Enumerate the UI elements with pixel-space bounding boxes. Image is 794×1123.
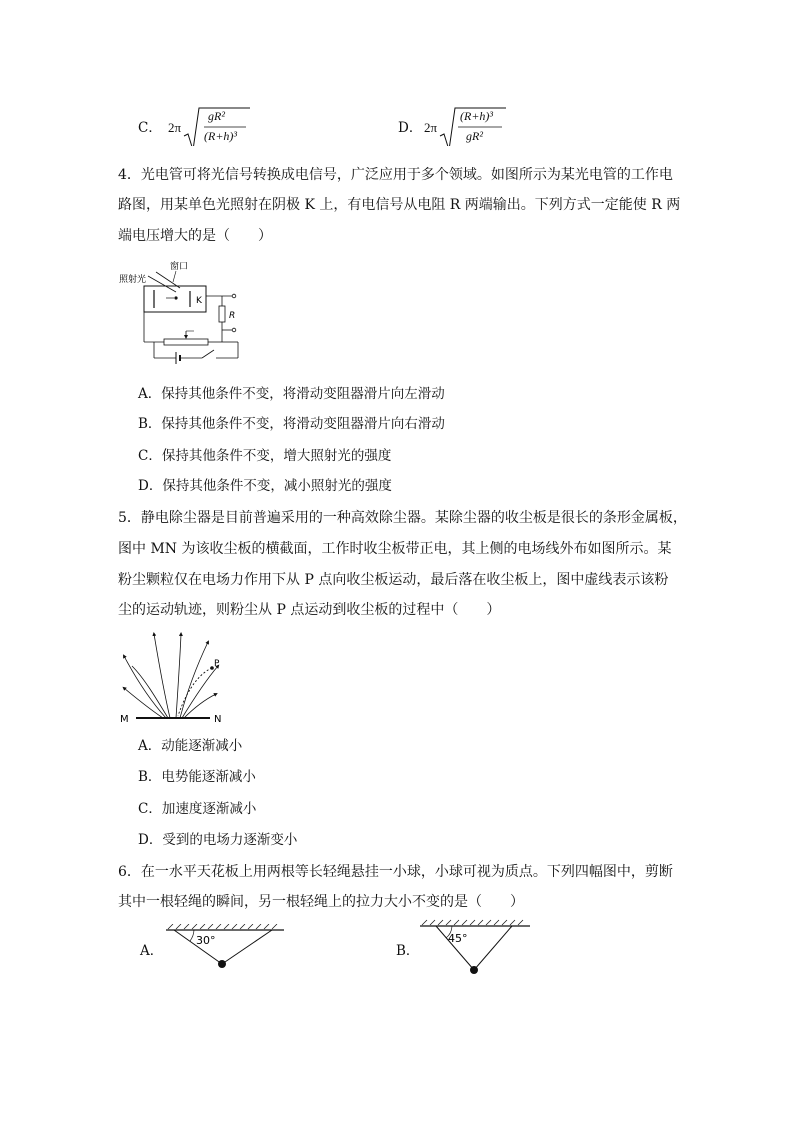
resistor-r [219,306,225,322]
q3-option-d-label: D． [398,120,423,136]
rope-right [474,926,512,970]
q3-option-c-prefix: 2π [168,120,182,135]
q5-stem-line-1: 5．静电除尘器是目前普遍采用的一种高效除尘器。某除尘器的收尘板是很长的条形金属板， [118,510,687,526]
q3-option-c [138,109,268,152]
output-terminal [232,294,236,298]
angle-label-b: 45° [448,932,468,945]
label-m: M [120,714,129,725]
field-line [124,688,163,718]
label-cathode-k: K [196,296,202,306]
q5-stem-line-4: 尘的运动轨迹，则粉尘从 P 点运动到收尘板的过程中（ ） [118,602,501,618]
q6-stem-line-2: 其中一根轻绳的瞬间，另一根轻绳上的拉力大小不变的是（ ） [118,894,524,910]
q4-stem-line-2: 路图，用某单色光照射在阴极 K 上，有电信号从电阻 R 两端输出。下列方式一定能使 R 两 [118,197,681,213]
photoelectric-circuit-diagram [118,258,248,368]
q5-option-d: D．受到的电场力逐渐变小 [138,832,298,848]
output-terminal [232,328,236,332]
q4-stem-line-3: 端电压增大的是（ ） [118,228,272,244]
field-line [180,642,208,718]
label-p: P [214,659,220,669]
field-line [184,694,216,718]
label-resistor-r: R [229,311,236,321]
switch [202,350,214,358]
ceiling-hatch [422,920,523,925]
window-pointer [173,271,176,282]
field-line [132,666,168,718]
q3-option-c-denominator: (R+h)³ [204,129,238,143]
angle-label-a: 30° [196,934,216,947]
rope-right [222,930,272,964]
q4-stem-line-1: 4．光电管可将光信号转换成电信号，广泛应用于多个领域。如图所示为某光电管的工作电 [118,167,673,183]
q5-stem-line-2: 图中 MN 为该收尘板的横截面，工作时收尘板带正电，其上侧的电场线外布如图所示。某 [118,541,672,557]
q5-option-c: C．加速度逐渐减小 [138,801,257,817]
angle-arc [190,930,194,941]
q3-option-d-prefix: 2π [424,120,438,135]
q3-option-c-numerator: gR² [208,109,225,123]
ceiling-hatch [168,924,277,929]
ball [470,966,478,974]
electric-field-diagram [118,628,238,728]
label-light: 照射光 [119,275,147,285]
sliding-rheostat [164,339,208,345]
dust-trajectory [178,668,212,716]
electron-dot [174,296,177,299]
q3-option-d-numerator: (R+h)³ [460,109,494,123]
q4-option-c: C．保持其他条件不变，增大照射光的强度 [138,448,392,464]
q6-option-b-label: B． [396,943,420,959]
q6-option-a-label: A． [140,943,164,959]
q6-stem-line-1: 6．在一水平天花板上用两根等长轻绳悬挂一小球，小球可视为质点。下列四幅图中，剪断 [118,864,673,880]
q5-stem-line-3: 粉尘颗粒仅在电场力作用下从 P 点向收尘板运动，最后落在收尘板上，图中虚线表示该粉 [118,572,669,588]
q5-option-a: A．动能逐渐减小 [138,738,243,754]
q3-option-d [398,109,528,152]
label-window: 窗口 [170,262,189,272]
q5-option-b: B．电势能逐渐减小 [138,769,256,785]
q6-option-b-diagram [418,918,534,978]
rheostat-slider-arrow [184,335,188,339]
light-ray [148,276,176,292]
q3-option-c-label: C． [138,120,162,136]
label-n: N [214,714,222,725]
ball [218,960,226,968]
q4-option-b: B．保持其他条件不变，将滑动变阻器滑片向右滑动 [138,416,445,432]
q6-option-a-diagram [164,924,288,976]
q3-option-d-denominator: gR² [466,129,483,143]
field-line [154,634,170,718]
q4-option-a: A．保持其他条件不变，将滑动变阻器滑片向左滑动 [138,386,445,402]
field-line [176,634,181,718]
q4-option-d: D．保持其他条件不变，减小照射光的强度 [138,478,392,494]
